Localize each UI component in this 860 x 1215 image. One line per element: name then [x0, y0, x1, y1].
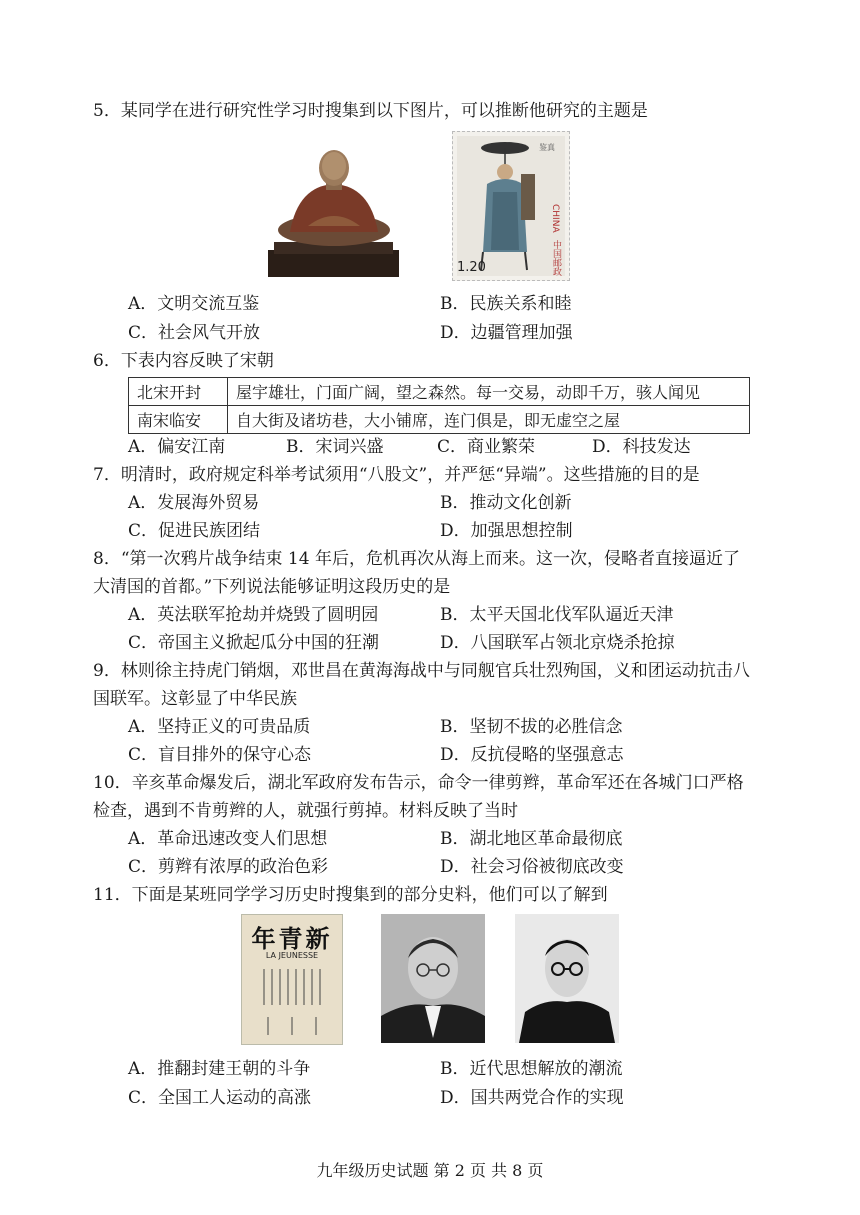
q9-stem-line-1: 9．林则徐主持虎门销烟，邓世昌在黄海海战中与同舰官兵壮烈殉国，义和团运动抗击八 — [93, 661, 750, 681]
q8-stem-line-1: 8．“第一次鸦片战争结束 14 年后，危机再次从海上而来。这一次，侵略者直接逼近了 — [93, 549, 740, 569]
page-footer: 九年级历史试题 第 2 页 共 8 页 — [316, 1161, 544, 1180]
q5-statue-photo — [268, 146, 399, 277]
q8-option-c: C．帝国主义掀起瓜分中国的狂潮 — [128, 633, 380, 653]
q5-option-d: D．边疆管理加强 — [440, 323, 573, 343]
magazine-subtitle: LA JEUNESSE — [265, 951, 319, 960]
q5-option-c: C．社会风气开放 — [128, 323, 261, 343]
q11-portrait-1 — [381, 914, 485, 1043]
q11-stem: 11．下面是某班同学学习历史时搜集到的部分史料，他们可以了解到 — [93, 885, 608, 905]
q10-option-a: A．革命迅速改变人们思想 — [128, 829, 328, 849]
table-cell-desc: 屋宇雄壮，门面广阔，望之森然。每一交易，动即千万，骇人闻见 — [228, 378, 750, 406]
table-row — [129, 378, 750, 406]
q10-option-b: B．湖北地区革命最彻底 — [440, 829, 623, 849]
table-cell-desc: 自大街及诸坊巷，大小铺席，连门俱是，即无虚空之屋 — [228, 406, 750, 434]
q5-stem: 5．某同学在进行研究性学习时搜集到以下图片，可以推断他研究的主题是 — [93, 101, 648, 121]
q6-stem: 6．下表内容反映了宋朝 — [93, 351, 274, 371]
stamp-post: 中国邮政 — [551, 240, 561, 276]
q10-stem-line-1: 10．辛亥革命爆发后，湖北军政府发布告示，命令一律剪辫，革命军还在各城门口严格 — [93, 773, 744, 793]
q6-option-c: C．商业繁荣 — [437, 437, 536, 457]
q10-option-d: D．社会习俗被彻底改变 — [440, 857, 624, 877]
stamp-value: 1.20 — [457, 260, 486, 275]
q11-portrait-2 — [515, 914, 619, 1043]
q11-option-b: B．近代思想解放的潮流 — [440, 1059, 623, 1079]
q5-stamp — [452, 131, 570, 281]
q9-stem-line-2: 国联军。这彰显了中华民族 — [93, 689, 297, 709]
q11-magazine-cover — [241, 914, 343, 1045]
q9-option-b: B．坚韧不拔的必胜信念 — [440, 717, 623, 737]
q6-option-d: D．科技发达 — [592, 437, 691, 457]
q10-stem-line-2: 检查，遇到不肯剪辫的人，就强行剪掉。材料反映了当时 — [93, 801, 518, 821]
q7-option-b: B．推动文化创新 — [440, 493, 572, 513]
table-cell-place: 南宋临安 — [129, 406, 228, 434]
stamp-series: 鉴真 — [539, 143, 555, 152]
q11-option-a: A．推翻封建王朝的斗争 — [128, 1059, 311, 1079]
q11-option-c: C．全国工人运动的高涨 — [128, 1088, 312, 1108]
stamp-country: CHINA — [550, 204, 560, 233]
q7-option-a: A．发展海外贸易 — [128, 493, 260, 513]
magazine-title: 年青新 — [251, 924, 333, 953]
q7-option-d: D．加强思想控制 — [440, 521, 573, 541]
q8-option-a: A．英法联军抢劫并烧毁了圆明园 — [128, 605, 379, 625]
q6-option-b: B．宋词兴盛 — [286, 437, 384, 457]
q6-table — [128, 377, 750, 434]
q8-option-d: D．八国联军占领北京烧杀抢掠 — [440, 633, 675, 653]
q5-option-b: B．民族关系和睦 — [440, 294, 572, 314]
q9-option-a: A．坚持正义的可贵品质 — [128, 717, 311, 737]
q10-option-c: C．剪辫有浓厚的政治色彩 — [128, 857, 329, 877]
q8-option-b: B．太平天国北伐军队逼近天津 — [440, 605, 674, 625]
table-cell-place: 北宋开封 — [129, 378, 228, 406]
q6-option-a: A．偏安江南 — [128, 437, 226, 457]
q11-option-d: D．国共两党合作的实现 — [440, 1088, 624, 1108]
q7-stem: 7．明清时，政府规定科举考试须用“八股文”，并严惩“异端”。这些措施的目的是 — [93, 465, 700, 485]
q5-option-a: A．文明交流互鉴 — [128, 294, 260, 314]
q7-option-c: C．促进民族团结 — [128, 521, 261, 541]
q8-stem-line-2: 大清国的首都。”下列说法能够证明这段历史的是 — [93, 577, 451, 597]
q9-option-c: C．盲目排外的保守心态 — [128, 745, 312, 765]
q9-option-d: D．反抗侵略的坚强意志 — [440, 745, 624, 765]
table-row — [129, 406, 750, 434]
